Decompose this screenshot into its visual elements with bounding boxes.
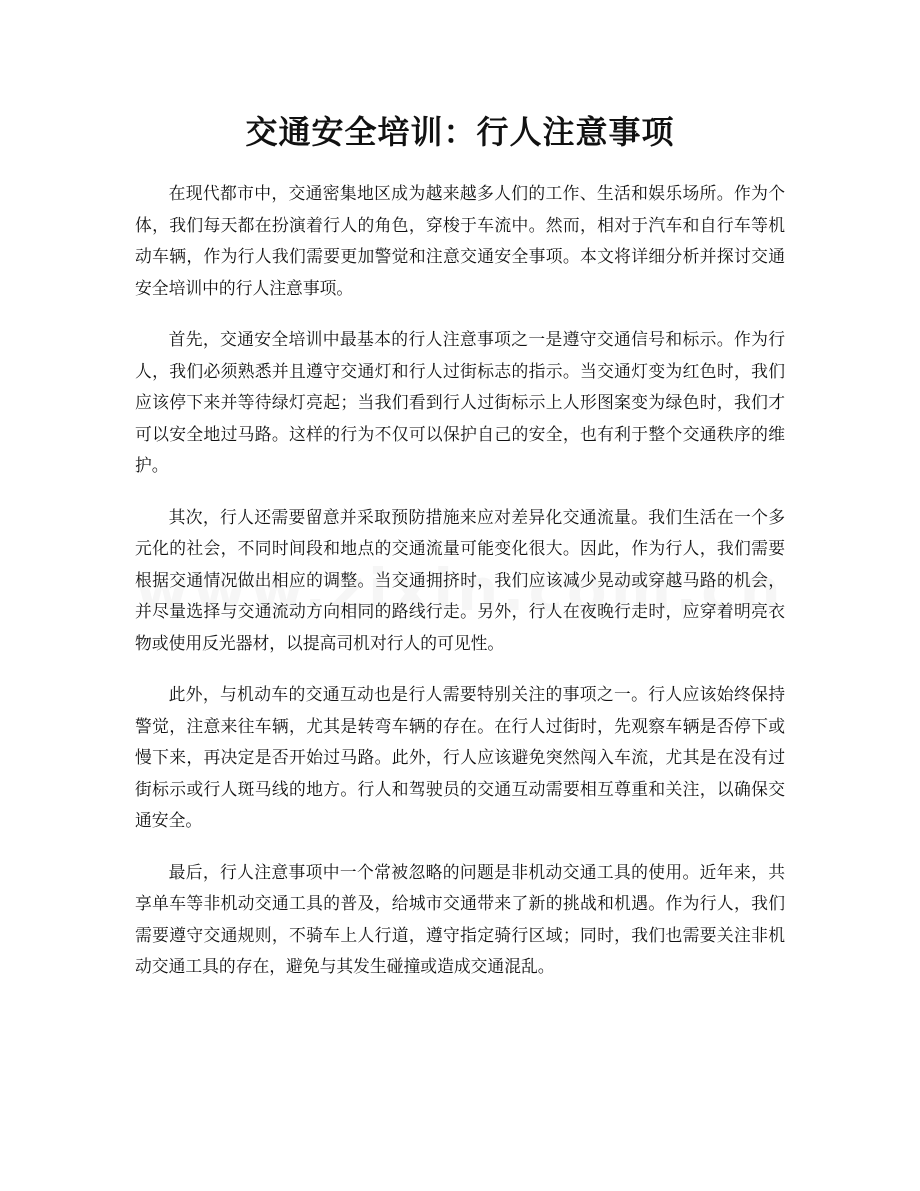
- paragraph-traffic-signals: 首先，交通安全培训中最基本的行人注意事项之一是遵守交通信号和标示。作为行人，我们必须熟悉并且遵守交通灯和行人过街标志的指示。当交通灯变为红色时，我们应该停下来并等待绿灯亮起；当我们看到行人过街标示上人形图案变为绿色时，我们才可以安全地过马路。这样的行为不仅可以保护自己的安全，也有利于整个交通秩序的维护。: [135, 329, 785, 475]
- paragraph-intro: 在现代都市中，交通密集地区成为越来越多人们的工作、生活和娱乐场所。作为个体，我们每天都在扮演着行人的角色，穿梭于车流中。然而，相对于汽车和自行车等机动车辆，作为行人我们需要更加警觉和注意交通安全事项。本文将详细分析并探讨交通安全培训中的行人注意事项。: [135, 183, 785, 298]
- paragraph-vehicle-interaction: 此外，与机动车的交通互动也是行人需要特别关注的事项之一。行人应该始终保持警觉，注意来往车辆，尤其是转弯车辆的存在。在行人过街时，先观察车辆是否停下或慢下来，再决定是否开始过马路。此外，行人应该避免突然闯入车流，尤其是在没有过街标示或行人斑马线的地方。行人和驾驶员的交通互动需要相互尊重和关注，以确保交通安全。: [135, 684, 785, 830]
- document-body: [135, 178, 785, 1003]
- paragraph-traffic-flow: 其次，行人还需要留意并采取预防措施来应对差异化交通流量。我们生活在一个多元化的社会，不同时间段和地点的交通流量可能变化很大。因此，作为行人，我们需要根据交通情况做出相应的调整。当交通拥挤时，我们应该减少晃动或穿越马路的机会，并尽量选择与交通流动方向相同的路线行走。另外，行人在夜晚行走时，应穿着明亮衣物或使用反光器材，以提高司机对行人的可见性。: [135, 506, 785, 653]
- paragraph-non-motor-vehicles: 最后，行人注意事项中一个常被忽略的问题是非机动交通工具的使用。近年来，共享单车等非机动交通工具的普及，给城市交通带来了新的挑战和机遇。作为行人，我们需要遵守交通规则，不骑车上人行道，遵守指定骑行区域；同时，我们也需要关注非机动交通工具的存在，避免与其发生碰撞或造成交通混乱。: [135, 861, 785, 976]
- page-title: 交通安全培训：行人注意事项: [245, 113, 675, 151]
